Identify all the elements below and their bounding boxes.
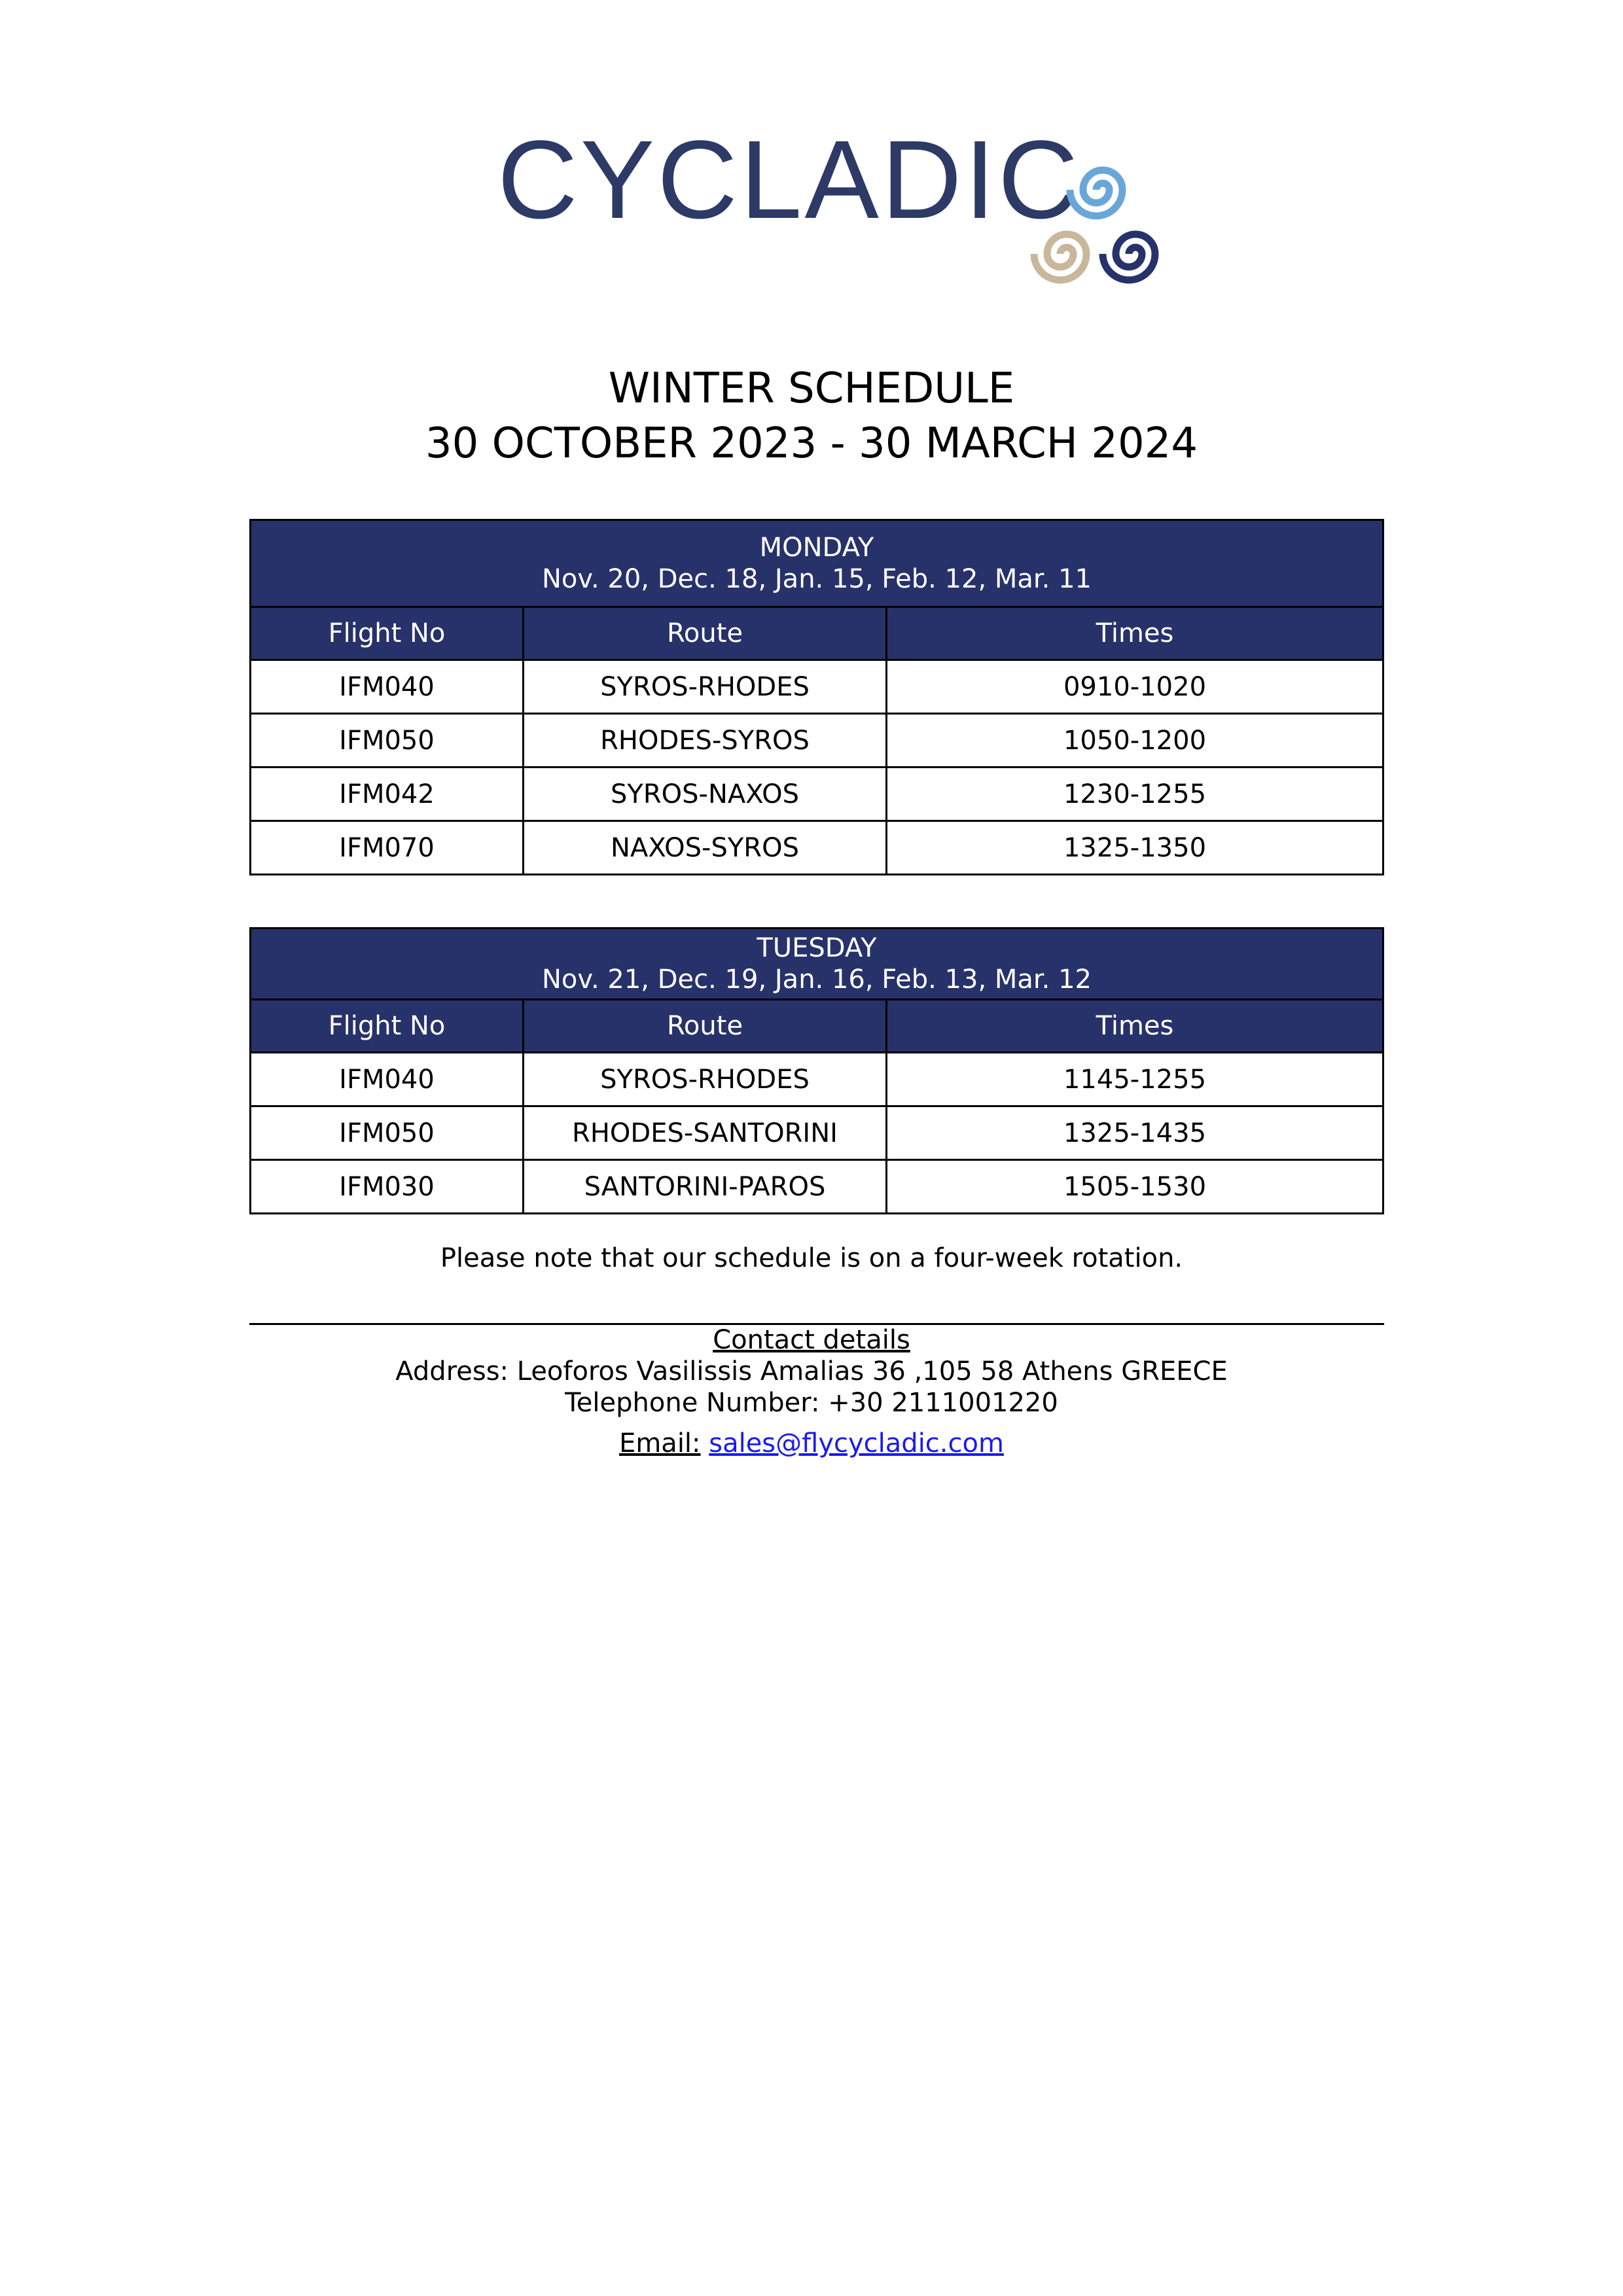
route: SYROS-RHODES <box>524 660 887 714</box>
column-header-route: Route <box>524 607 887 660</box>
times: 0910-1020 <box>887 660 1383 714</box>
tuesday-day-label: TUESDAY <box>757 933 877 963</box>
schedule-title: WINTER SCHEDULE <box>608 364 1015 413</box>
monday-day-label: MONDAY <box>759 533 874 563</box>
monday-dates: Nov. 20, Dec. 18, Jan. 15, Feb. 12, Mar. 11 <box>542 564 1092 594</box>
route: RHODES-SANTORINI <box>524 1106 887 1160</box>
table-row <box>251 1106 1383 1160</box>
route: NAXOS-SYROS <box>524 821 887 875</box>
column-header-route: Route <box>524 1000 887 1053</box>
email-link[interactable]: sales@flycycladic.com <box>709 1428 1004 1458</box>
schedule-date-range: 30 OCTOBER 2023 - 30 MARCH 2024 <box>425 419 1198 468</box>
times: 1050-1200 <box>887 714 1383 768</box>
column-header-times: Times <box>887 607 1383 660</box>
route: SYROS-RHODES <box>524 1053 887 1106</box>
times: 1325-1350 <box>887 821 1383 875</box>
times: 1505-1530 <box>887 1160 1383 1214</box>
flight-no: IFM050 <box>251 714 524 768</box>
table-row <box>251 768 1383 821</box>
route: SANTORINI-PAROS <box>524 1160 887 1214</box>
flight-no: IFM040 <box>251 1053 524 1106</box>
tuesday-schedule-table <box>249 927 1384 1214</box>
logo-spirals <box>497 118 1171 301</box>
contact-title: Contact details <box>713 1325 910 1355</box>
times: 1145-1255 <box>887 1053 1383 1106</box>
cycladic-logo <box>497 118 1171 301</box>
flight-no: IFM040 <box>251 660 524 714</box>
flight-no: IFM030 <box>251 1160 524 1214</box>
flight-no: IFM070 <box>251 821 524 875</box>
route: RHODES-SYROS <box>524 714 887 768</box>
email-label: Email: <box>619 1428 701 1458</box>
column-header-flight: Flight No <box>251 607 524 660</box>
spiral-beige-icon <box>1034 234 1086 280</box>
monday-schedule-table <box>249 519 1384 875</box>
contact-phone: Telephone Number: +30 2111001220 <box>565 1388 1058 1418</box>
column-header-times: Times <box>887 1000 1383 1053</box>
contact-address: Address: Leoforos Vasilissis Amalias 36 ,105 58 Athens GREECE <box>395 1356 1228 1386</box>
logo-wordmark: CYCLADIC <box>497 118 1081 242</box>
table-row <box>251 1053 1383 1106</box>
contact-email-line <box>0 1428 1623 1459</box>
times: 1325-1435 <box>887 1106 1383 1160</box>
route: SYROS-NAXOS <box>524 768 887 821</box>
tuesday-header <box>251 928 1383 1000</box>
table-row <box>251 1160 1383 1214</box>
table-row <box>251 821 1383 875</box>
monday-header <box>251 520 1383 607</box>
table-row <box>251 660 1383 714</box>
rotation-note: Please note that our schedule is on a four-week rotation. <box>440 1243 1183 1273</box>
spiral-dark-blue-icon <box>1103 234 1155 280</box>
times: 1230-1255 <box>887 768 1383 821</box>
flight-no: IFM042 <box>251 768 524 821</box>
spiral-light-blue-icon <box>1070 170 1122 216</box>
column-header-flight: Flight No <box>251 1000 524 1053</box>
tuesday-dates: Nov. 21, Dec. 19, Jan. 16, Feb. 13, Mar. 12 <box>542 964 1092 995</box>
flight-no: IFM050 <box>251 1106 524 1160</box>
table-row <box>251 714 1383 768</box>
